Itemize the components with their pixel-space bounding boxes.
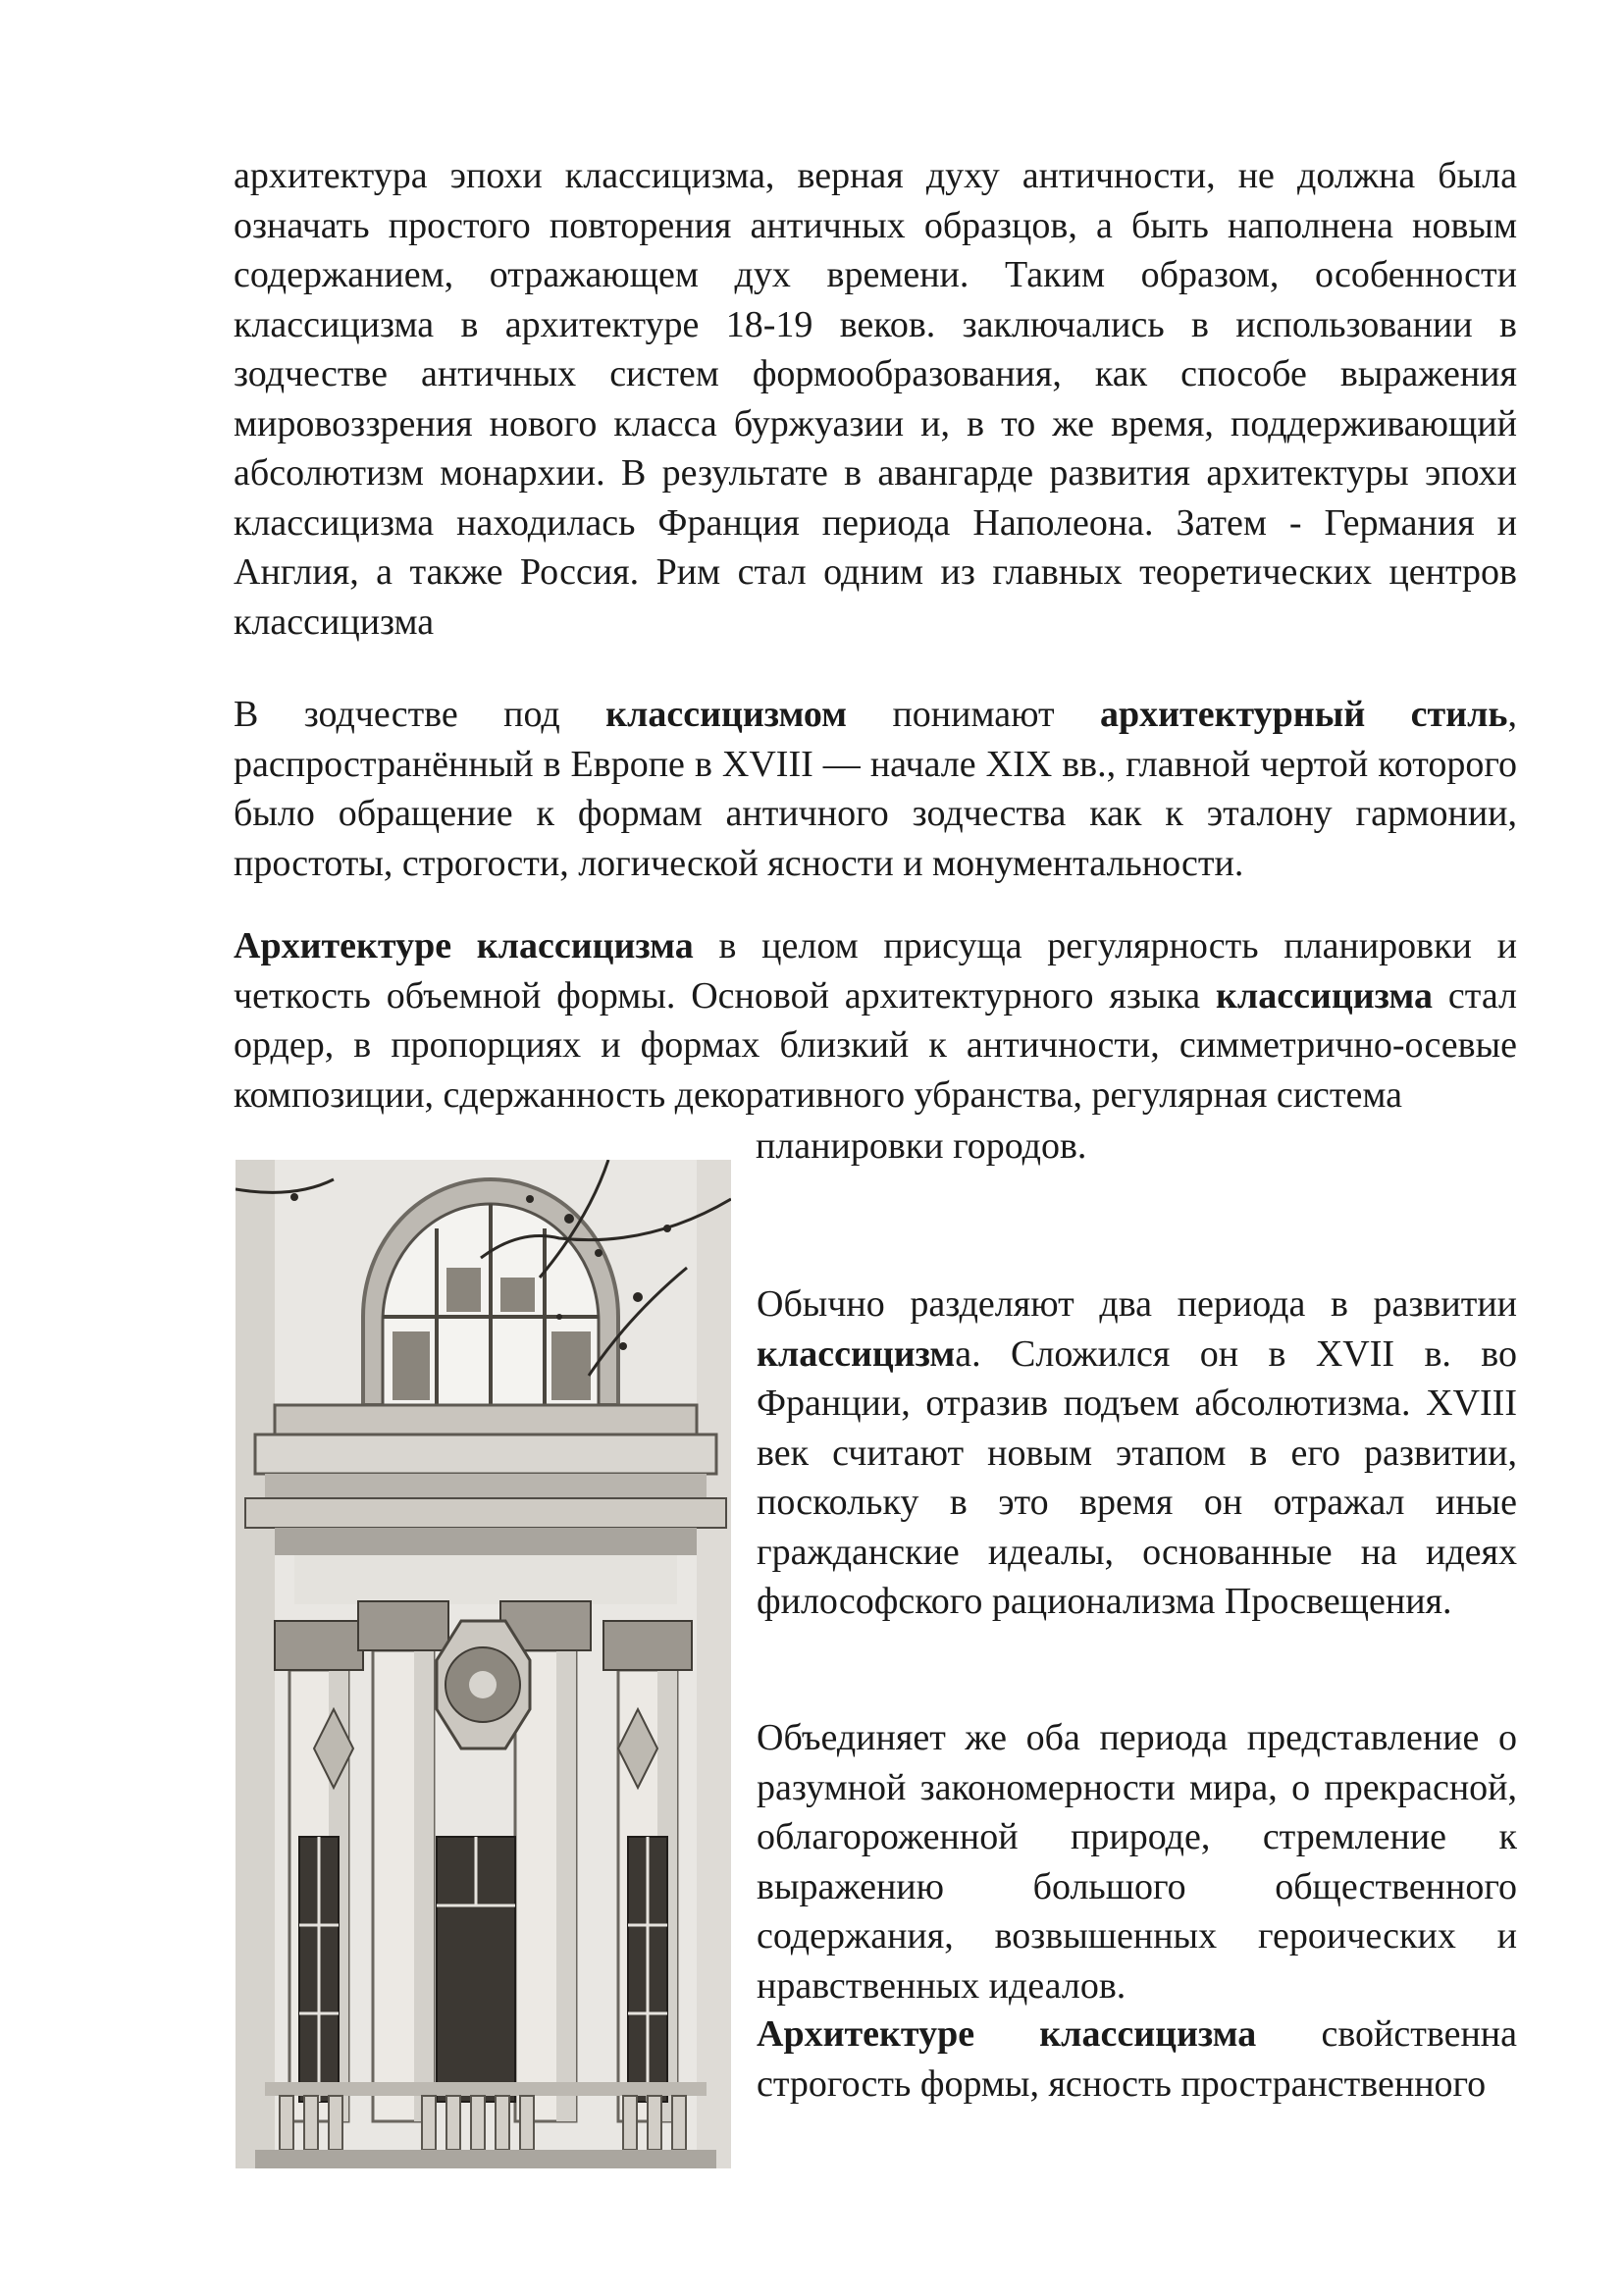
column-paragraph-periods (757, 1279, 1517, 1627)
paragraph-features-end: планировки городов. (756, 1125, 1087, 1167)
text-run: В зодчестве под (234, 694, 606, 735)
bold-term-architectural-style: архитектурный стиль (1100, 694, 1508, 735)
paragraph-features (234, 921, 1517, 1120)
bold-term-classicism: классицизмом (605, 694, 848, 735)
paragraph-definition (234, 690, 1517, 888)
facade-illustration (236, 1160, 731, 2168)
paragraph-intro: архитектура эпохи классицизма, верная духу античности, не должна была означать простого повторения античных образцов, а быть наполнена новым содержанием, отражающем дух времени. Таким образом, особенности классицизма в архитектуре 18-19 веков. заключались в использовании в зодчестве античных систем формообразования, как способе выражения мировоззрения нового класса буржуазии и, в то же время, поддерживающий абсолютизм монархии. В результате в авангарде развития архитектуры эпохи классицизма находилась Франция периода Наполеона. Затем - Германия и Англия, а также Россия. Рим стал одним из главных теоретических центров классицизма (234, 155, 1517, 643)
bold-term-architecture-classicism: Архитектуре классицизма (234, 925, 694, 966)
column-paragraph-unity: Объединяет же оба периода представление о разумной закономерности мира, о прекрасной, облагороженной природе, стремление к выражению большого общественного содержания, возвышенных героических и нравственных идеалов. (757, 1717, 1517, 2007)
bold-term-classicism: классицизма (1216, 974, 1434, 1017)
text-run: , распространённый в Европе в XVIII — начале XIX вв., главной чертой которого было обращение к формам античного зодчества как к эталону гармонии, простоты, строгости, логической ясности и монументальности. (234, 694, 1517, 884)
text-run: а. Сложился он в XVII в. во Франции, отразив подъем абсолютизма. XVIII век считают новым этапом в его развитии, поскольку в это время он отражал иные гражданские идеалы, основанные на идеях философского рационализма Просвещения. (757, 1332, 1517, 1622)
text-run: в целом присуща регулярность планировки и четкость объемной формы. Основой архитектурного языка (234, 925, 1517, 1017)
text-run: Обычно разделяют два периода в развитии (757, 1283, 1517, 1325)
text-run: понимают (847, 694, 1101, 735)
text-run: стал ордер, в пропорциях и формах близкий к античности, симметрично-осевые композиции, сдержанность декоративного убранства, регулярная система (234, 974, 1517, 1116)
text-run: свойственна строгость формы, ясность пространственного (757, 2013, 1517, 2105)
bold-term-classicism: классицизм (757, 1332, 956, 1375)
column-paragraph-form (757, 2009, 1517, 2109)
bold-term-architecture-classicism: Архитектуре классицизма (757, 2013, 1257, 2055)
